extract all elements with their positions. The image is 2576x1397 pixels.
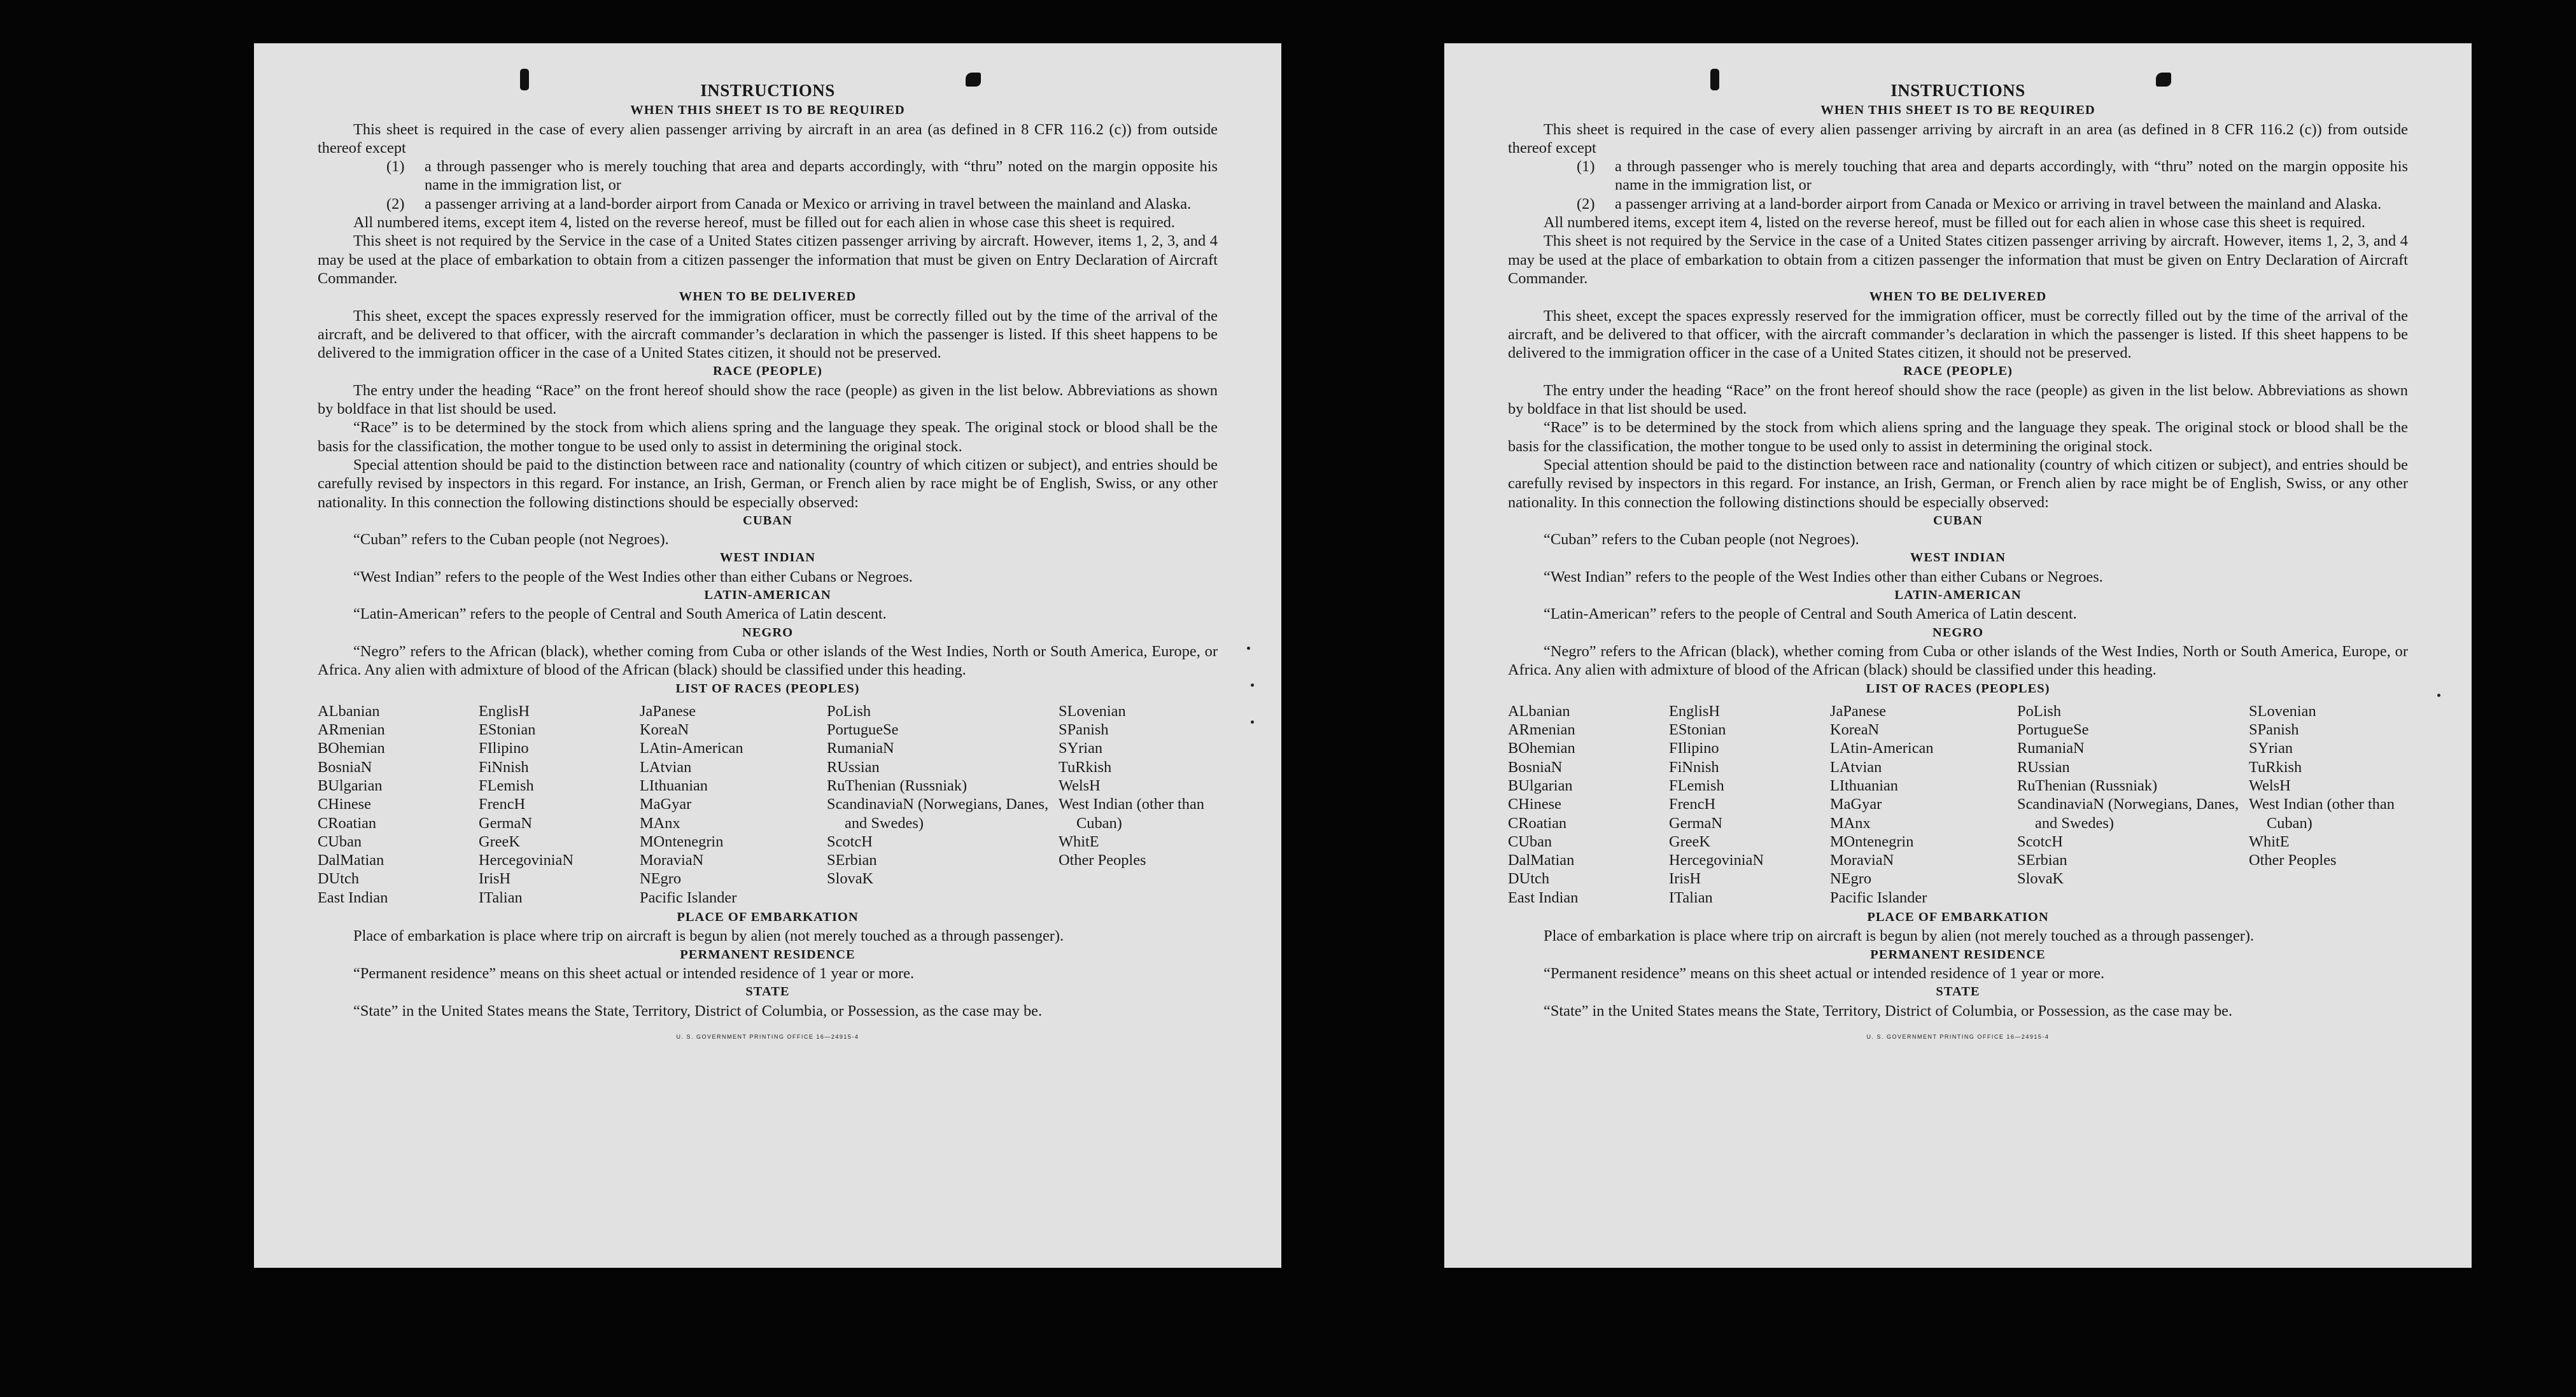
document-page-right: [1444, 43, 2472, 1268]
section-heading: NEGRO: [1932, 625, 1984, 640]
race-entry: MOntenegrin: [640, 832, 724, 850]
paragraph: “Negro” refers to the African (black), whether coming from Cuba or other islands of the West Indies, North or South America, Europe, or Africa. Any alien with admixture of blood of the African (black) should be classified under this heading.: [1508, 642, 2408, 679]
race-entry: Pacific Islander: [640, 888, 737, 906]
race-entry: LAtin-American: [640, 740, 743, 757]
race-entry: SYrian: [2249, 740, 2293, 757]
race-entry: ALbanian: [318, 702, 380, 720]
race-column: [1830, 702, 2017, 907]
race-entry: MAnx: [1830, 814, 1871, 832]
race-entry: ITalian: [1669, 888, 1713, 906]
race-entry: EStonian: [1669, 721, 1726, 739]
race-column: [318, 702, 479, 907]
race-entry: RUssian: [2017, 758, 2070, 776]
race-entry: MAnx: [640, 814, 680, 832]
race-entry: LIthuanian: [1830, 776, 1899, 794]
paragraph: “State” in the United States means the State, Territory, District of Columbia, or Possession, as the case may be.: [1544, 1002, 2233, 1020]
race-entry: BosniaN: [1508, 758, 1563, 776]
race-entry: LAtvian: [640, 758, 692, 776]
paragraph: Special attention should be paid to the distinction between race and nationality (country of which citizen or subject), and entries should be carefully revised by inspectors in this regard. For instance, an Irish, German, or French alien by race might be of English, Swiss, or any other nationality. In this connection the following distinctions should be especially observed:: [1508, 456, 2408, 511]
race-entry: ScandinaviaN (Norwegians, Danes, and Swedes): [827, 796, 1049, 832]
section-heading: LIST OF RACES (PEOPLES): [1866, 681, 2050, 696]
race-entry: MaGyar: [640, 796, 692, 813]
paragraph: “West Indian” refers to the people of the West Indies other than either Cubans or Negroes.: [1544, 568, 2103, 586]
race-entry: Pacific Islander: [1830, 888, 1927, 906]
speck: [1251, 720, 1254, 724]
race-entry: NEgro: [1830, 870, 1872, 888]
paragraph: All numbered items, except item 4, listed on the reverse hereof, must be filled out for each alien in whose case this sheet is required.: [353, 214, 1175, 232]
race-column: [479, 702, 640, 907]
race-entry: ARmenian: [318, 721, 385, 739]
punch-hole: [966, 73, 981, 87]
section-heading: CUBAN: [743, 513, 792, 528]
race-entry: DUtch: [318, 870, 360, 888]
section-heading: WHEN TO BE DELIVERED: [679, 290, 857, 304]
race-entry: WhitE: [1059, 832, 1099, 850]
race-entry: CUban: [318, 832, 362, 850]
paragraph: “Permanent residence” means on this sheet actual or intended residence of 1 year or more.: [1544, 964, 2105, 982]
exception-item: (2) a passenger arriving at a land-border airport from Canada or Mexico or arriving in travel between the mainland and Alaska.: [386, 195, 1192, 213]
document-page-left: [254, 43, 1281, 1268]
paragraph: This sheet is not required by the Service in the case of a United States citizen passenger arriving by aircraft. However, items 1, 2, 3, and 4 may be used at the place of embarkation to obtain from a citizen passenger the information that must be given on Entry Declaration of Aircraft Commander.: [1508, 232, 2408, 287]
race-entry: WelsH: [1059, 776, 1101, 794]
race-entry: WhitE: [2249, 832, 2290, 850]
race-entry: EStonian: [479, 721, 536, 739]
race-list: [1508, 702, 2408, 907]
punch-hole: [2156, 73, 2171, 87]
race-entry: LIthuanian: [640, 776, 708, 794]
speck: [1251, 684, 1254, 687]
race-entry: FiNnish: [1669, 758, 1719, 776]
race-entry: RumaniaN: [827, 740, 894, 757]
paragraph: This sheet is required in the case of every alien passenger arriving by aircraft in an area (as defined in 8 CFR 116.2 (c)) from outside thereof except: [318, 120, 1218, 157]
race-entry: TuRkish: [1059, 758, 1112, 776]
speck: [1247, 647, 1250, 650]
race-entry: NEgro: [640, 870, 682, 888]
race-entry: EnglisH: [1669, 702, 1720, 720]
race-column: [827, 702, 1059, 907]
race-entry: GermaN: [1669, 814, 1722, 832]
section-heading: RACE (PEOPLE): [713, 364, 822, 379]
race-entry: CHinese: [318, 796, 371, 813]
paragraph: “Cuban” refers to the Cuban people (not Negroes).: [1544, 531, 1859, 549]
paragraph: This sheet, except the spaces expressly reserved for the immigration officer, must be correctly filled out by the time of the arrival of the aircraft, and be delivered to that officer, with the aircraft commander’s declaration in which the passenger is listed. If this sheet happens to be delivered to the immigration officer in the case of a United States citizen, it should not be preserved.: [1508, 307, 2408, 362]
section-heading: LATIN-AMERICAN: [704, 588, 831, 603]
paragraph: “Cuban” refers to the Cuban people (not Negroes).: [353, 531, 669, 549]
paragraph: “Race” is to be determined by the stock from which aliens spring and the language they speak. The original stock or blood shall be the basis for the classification, the mother tongue to be used only to assist in determining the original stock.: [1508, 419, 2408, 455]
printer-footer: U. S. GOVERNMENT PRINTING OFFICE 16—24915-4: [1866, 1033, 2050, 1040]
race-entry: CRoatian: [1508, 814, 1567, 832]
race-entry: DalMatian: [1508, 852, 1575, 869]
race-entry: SlovaK: [2017, 870, 2064, 888]
race-entry: WelsH: [2249, 776, 2291, 794]
section-heading: WEST INDIAN: [1910, 551, 2006, 565]
race-entry: SLovenian: [2249, 702, 2316, 720]
exception-item: (2) a passenger arriving at a land-border airport from Canada or Mexico or arriving in travel between the mainland and Alaska.: [1577, 195, 2382, 213]
race-column: [2017, 702, 2249, 907]
paragraph: All numbered items, except item 4, listed on the reverse hereof, must be filled out for each alien in whose case this sheet is required.: [1544, 214, 2365, 232]
race-list: [318, 702, 1218, 907]
paragraph: Special attention should be paid to the distinction between race and nationality (country of which citizen or subject), and entries should be carefully revised by inspectors in this regard. For instance, an Irish, German, or French alien by race might be of English, Swiss, or any other nationality. In this connection the following distinctions should be especially observed:: [318, 456, 1218, 511]
race-entry: JaPanese: [640, 702, 696, 720]
race-entry: FrencH: [1669, 796, 1716, 813]
paragraph: Place of embarkation is place where trip on aircraft is begun by alien (not merely touched as a through passenger).: [1544, 927, 2255, 945]
race-entry: IrisH: [1669, 870, 1701, 888]
race-entry: EnglisH: [479, 702, 530, 720]
race-entry: IrisH: [479, 870, 511, 888]
race-entry: HercegoviniaN: [479, 852, 574, 869]
race-entry: ScotcH: [2017, 832, 2063, 850]
page-title: INSTRUCTIONS: [700, 81, 835, 100]
race-entry: MaGyar: [1830, 796, 1882, 813]
race-entry: FrencH: [479, 796, 526, 813]
race-entry: GermaN: [479, 814, 532, 832]
paragraph: “Race” is to be determined by the stock from which aliens spring and the language they speak. The original stock or blood shall be the basis for the classification, the mother tongue to be used only to assist in determining the original stock.: [318, 419, 1218, 455]
race-entry: SYrian: [1059, 740, 1103, 757]
race-entry: RuThenian (Russniak): [827, 776, 968, 794]
paragraph: “State” in the United States means the State, Territory, District of Columbia, or Possession, as the case may be.: [353, 1002, 1043, 1020]
race-entry: SErbian: [827, 852, 877, 869]
race-entry: FIlipino: [1669, 740, 1719, 757]
race-entry: East Indian: [318, 888, 388, 906]
race-entry: SPanish: [1059, 721, 1109, 739]
race-entry: PortugueSe: [2017, 721, 2089, 739]
race-column: [2249, 702, 2421, 907]
race-entry: RUssian: [827, 758, 880, 776]
race-entry: BUlgarian: [1508, 776, 1573, 794]
paragraph: “Negro” refers to the African (black), whether coming from Cuba or other islands of the West Indies, North or South America, Europe, or Africa. Any alien with admixture of blood of the African (black) should be classified under this heading.: [318, 642, 1218, 679]
race-entry: PortugueSe: [827, 721, 899, 739]
race-entry: FiNnish: [479, 758, 529, 776]
race-entry: RuThenian (Russniak): [2017, 776, 2158, 794]
race-entry: FIlipino: [479, 740, 529, 757]
race-entry: RumaniaN: [2017, 740, 2085, 757]
paragraph: This sheet, except the spaces expressly reserved for the immigration officer, must be correctly filled out by the time of the arrival of the aircraft, and be delivered to that officer, with the aircraft commander’s declaration in which the passenger is listed. If this sheet happens to be delivered to the immigration officer in the case of a United States citizen, it should not be preserved.: [318, 307, 1218, 362]
race-entry: BOhemian: [318, 740, 385, 757]
section-heading: WHEN THIS SHEET IS TO BE REQUIRED: [1820, 103, 2095, 118]
speck: [2437, 694, 2440, 697]
race-entry: MOntenegrin: [1830, 832, 1914, 850]
race-entry: BosniaN: [318, 758, 372, 776]
race-entry: Other Peoples: [2249, 852, 2337, 869]
race-entry: TuRkish: [2249, 758, 2302, 776]
section-heading: LATIN-AMERICAN: [1894, 588, 2022, 603]
race-entry: LAtvian: [1830, 758, 1882, 776]
race-entry: DUtch: [1508, 870, 1550, 888]
section-heading: WEST INDIAN: [719, 551, 816, 565]
section-heading: PLACE OF EMBARKATION: [1867, 910, 2049, 925]
paragraph: This sheet is not required by the Service in the case of a United States citizen passenger arriving by aircraft. However, items 1, 2, 3, and 4 may be used at the place of embarkation to obtain from a citizen passenger the information that must be given on Entry Declaration of Aircraft Commander.: [318, 232, 1218, 287]
race-entry: KoreaN: [640, 721, 689, 739]
race-entry: GreeK: [1669, 832, 1711, 850]
section-heading: RACE (PEOPLE): [1903, 364, 2013, 379]
section-heading: STATE: [1936, 985, 1980, 999]
page-title: INSTRUCTIONS: [1890, 81, 2025, 100]
race-entry: GreeK: [479, 832, 521, 850]
punch-hole: [520, 69, 529, 90]
section-heading: WHEN THIS SHEET IS TO BE REQUIRED: [630, 103, 905, 118]
race-entry: JaPanese: [1830, 702, 1887, 720]
exception-item: (1) a through passenger who is merely touching that area and departs accordingly, with “thru” noted on the margin opposite his name in the immigration list, or: [1577, 158, 2408, 194]
paragraph: “Latin-American” refers to the people of Central and South America of Latin descent.: [1544, 605, 2077, 623]
exception-item: (1) a through passenger who is merely touching that area and departs accordingly, with “thru” noted on the margin opposite his name in the immigration list, or: [386, 158, 1218, 194]
paragraph: This sheet is required in the case of every alien passenger arriving by aircraft in an area (as defined in 8 CFR 116.2 (c)) from outside thereof except: [1508, 120, 2408, 157]
race-entry: East Indian: [1508, 888, 1579, 906]
race-entry: SErbian: [2017, 852, 2067, 869]
printer-footer: U. S. GOVERNMENT PRINTING OFFICE 16—24915-4: [676, 1033, 859, 1040]
race-entry: FLemish: [1669, 776, 1724, 794]
race-entry: West Indian (other than Cuban): [1059, 796, 1204, 832]
race-entry: PoLish: [827, 702, 871, 720]
section-heading: STATE: [745, 985, 790, 999]
race-entry: DalMatian: [318, 852, 384, 869]
race-entry: ITalian: [479, 888, 523, 906]
race-column: [1508, 702, 1669, 907]
race-entry: ScotcH: [827, 832, 873, 850]
race-entry: ALbanian: [1508, 702, 1570, 720]
punch-hole: [1710, 69, 1719, 90]
section-heading: LIST OF RACES (PEOPLES): [675, 681, 860, 696]
paragraph: “Latin-American” refers to the people of Central and South America of Latin descent.: [353, 605, 887, 623]
section-heading: WHEN TO BE DELIVERED: [1869, 290, 2047, 304]
race-entry: MoraviaN: [640, 852, 704, 869]
section-heading: CUBAN: [1933, 513, 1983, 528]
paragraph: Place of embarkation is place where trip on aircraft is begun by alien (not merely touched as a through passenger).: [353, 927, 1064, 945]
race-entry: KoreaN: [1830, 721, 1880, 739]
race-entry: ScandinaviaN (Norwegians, Danes, and Swedes): [2017, 796, 2239, 832]
race-entry: HercegoviniaN: [1669, 852, 1764, 869]
race-column: [640, 702, 827, 907]
race-entry: Other Peoples: [1059, 852, 1146, 869]
race-entry: SlovaK: [827, 870, 874, 888]
race-entry: CUban: [1508, 832, 1552, 850]
race-entry: MoraviaN: [1830, 852, 1894, 869]
race-entry: CRoatian: [318, 814, 377, 832]
race-entry: CHinese: [1508, 796, 1561, 813]
race-entry: ARmenian: [1508, 721, 1575, 739]
race-column: [1669, 702, 1830, 907]
paragraph: “Permanent residence” means on this sheet actual or intended residence of 1 year or more.: [353, 964, 915, 982]
race-entry: SLovenian: [1059, 702, 1126, 720]
section-heading: PLACE OF EMBARKATION: [677, 910, 859, 925]
race-column: [1059, 702, 1230, 907]
paragraph: “West Indian” refers to the people of the West Indies other than either Cubans or Negroes.: [353, 568, 913, 586]
paragraph: The entry under the heading “Race” on the front hereof should show the race (people) as given in the list below. Abbreviations as shown by boldface in that list should be used.: [1508, 381, 2408, 418]
race-entry: SPanish: [2249, 721, 2299, 739]
race-entry: PoLish: [2017, 702, 2062, 720]
paragraph: The entry under the heading “Race” on the front hereof should show the race (people) as given in the list below. Abbreviations as shown by boldface in that list should be used.: [318, 381, 1218, 418]
race-entry: BUlgarian: [318, 776, 383, 794]
section-heading: PERMANENT RESIDENCE: [680, 947, 855, 962]
race-entry: West Indian (other than Cuban): [2249, 796, 2395, 832]
section-heading: NEGRO: [742, 625, 794, 640]
section-heading: PERMANENT RESIDENCE: [1870, 947, 2046, 962]
race-entry: FLemish: [479, 776, 534, 794]
race-entry: BOhemian: [1508, 740, 1575, 757]
race-entry: LAtin-American: [1830, 740, 1934, 757]
